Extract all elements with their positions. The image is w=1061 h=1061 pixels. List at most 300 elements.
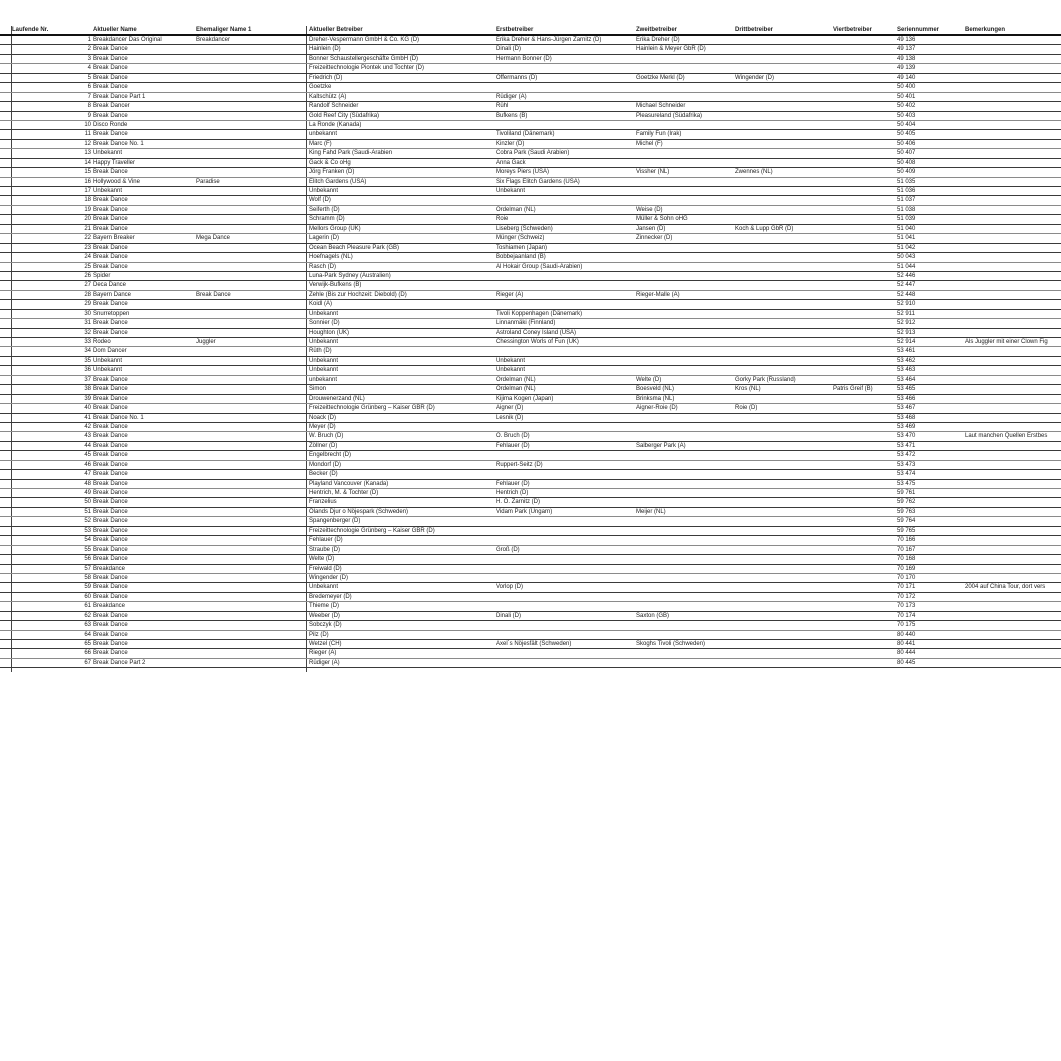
cell-erstbetreiber[interactable]: Groß (D)	[496, 546, 520, 553]
cell-seriennummer[interactable]: 70 175	[897, 622, 916, 629]
cell-laufende-nr[interactable]: 2	[87, 46, 91, 53]
cell-aktueller-name[interactable]: Breakdance	[93, 565, 126, 572]
cell-laufende-nr[interactable]: 63	[84, 622, 91, 629]
cell-laufende-nr[interactable]: 4	[87, 65, 91, 72]
cell-laufende-nr[interactable]: 16	[84, 178, 91, 185]
cell-zweitbetreiber[interactable]: Family Fun (Irak)	[636, 131, 682, 138]
cell-aktueller-betreiber[interactable]: Straube (D)	[309, 546, 341, 553]
cell-erstbetreiber[interactable]: Chessington Worls of Fun (UK)	[496, 339, 579, 345]
cell-seriennummer[interactable]: 52 911	[897, 310, 915, 317]
cell-aktueller-betreiber[interactable]: Dreher-Vespermann GmbH & Co. KG (D)	[309, 37, 420, 43]
cell-seriennummer[interactable]: 51 035	[897, 178, 916, 185]
cell-aktueller-betreiber[interactable]: Marc (F)	[309, 140, 332, 147]
cell-seriennummer[interactable]: 59 762	[897, 499, 916, 506]
table-row[interactable]	[0, 83, 1061, 92]
table-row[interactable]	[0, 55, 1061, 64]
cell-aktueller-betreiber[interactable]: Drouwenerzand (NL)	[309, 395, 365, 402]
cell-laufende-nr[interactable]: 20	[84, 216, 91, 223]
cell-erstbetreiber[interactable]: Rieger (A)	[496, 291, 524, 298]
cell-aktueller-name[interactable]: Break Dance	[93, 423, 128, 430]
table-row[interactable]	[0, 300, 1061, 309]
cell-seriennummer[interactable]: 50 408	[897, 159, 916, 166]
cell-aktueller-betreiber[interactable]: Houghton (UK)	[309, 329, 350, 336]
cell-aktueller-name[interactable]: Break Dance	[93, 131, 128, 138]
cell-laufende-nr[interactable]: 18	[84, 197, 91, 204]
table-row[interactable]	[0, 357, 1061, 366]
cell-aktueller-betreiber[interactable]: Gold Reef City (Südafrika)	[309, 112, 380, 119]
cell-aktueller-betreiber[interactable]: Unbekannt	[309, 584, 339, 591]
cell-aktueller-betreiber[interactable]: Pilz (D)	[309, 631, 329, 638]
cell-seriennummer[interactable]: 53 469	[897, 423, 916, 430]
cell-aktueller-name[interactable]: Deca Dance	[93, 282, 127, 289]
cell-laufende-nr[interactable]: 61	[84, 603, 91, 610]
table-row[interactable]	[0, 64, 1061, 73]
cell-drittbetreiber[interactable]: Wingender (D)	[735, 74, 775, 81]
cell-aktueller-betreiber[interactable]: Engelbrecht (D)	[309, 452, 352, 459]
cell-aktueller-name[interactable]: Break Dance	[93, 622, 128, 629]
cell-erstbetreiber[interactable]: Ordelman (NL)	[496, 376, 536, 383]
cell-aktueller-betreiber[interactable]: Kaltschütz (A)	[309, 93, 347, 100]
cell-aktueller-name[interactable]: Break Dance	[93, 169, 128, 176]
cell-aktueller-name[interactable]: Break Dance	[93, 46, 128, 53]
table-row[interactable]	[0, 640, 1061, 649]
cell-aktueller-betreiber[interactable]: Playland Vancouver (Kanada)	[309, 480, 389, 487]
cell-erstbetreiber[interactable]: Hentrich (D)	[496, 490, 529, 496]
cell-erstbetreiber[interactable]: Hermann Bonner (D)	[496, 55, 552, 62]
cell-seriennummer[interactable]: 50 407	[897, 150, 916, 157]
column-header-zweitbetreiber[interactable]: Zweitbetreiber	[636, 27, 678, 33]
cell-erstbetreiber[interactable]: Bobbejaanland (B)	[496, 254, 546, 261]
column-header-aktueller-name[interactable]: Aktueller Name	[93, 27, 137, 33]
table-row[interactable]	[0, 234, 1061, 243]
cell-seriennummer[interactable]: 50 403	[897, 112, 916, 119]
cell-laufende-nr[interactable]: 30	[84, 310, 91, 317]
cell-seriennummer[interactable]: 51 042	[897, 244, 916, 251]
cell-seriennummer[interactable]: 50 402	[897, 103, 916, 110]
cell-zweitbetreiber[interactable]: Welte (D)	[636, 376, 662, 383]
cell-seriennummer[interactable]: 50 409	[897, 169, 916, 176]
table-row[interactable]	[0, 338, 1061, 347]
cell-aktueller-name[interactable]: Break Dance	[93, 197, 128, 204]
cell-aktueller-name[interactable]: Break Dance	[93, 244, 128, 251]
cell-aktueller-name[interactable]: Break Dance	[93, 386, 128, 393]
cell-aktueller-betreiber[interactable]: Goetzke	[309, 84, 332, 91]
cell-erstbetreiber[interactable]: Roie	[496, 216, 509, 223]
cell-seriennummer[interactable]: 80 440	[897, 631, 916, 638]
cell-erstbetreiber[interactable]: Dinali (D)	[496, 612, 522, 619]
cell-laufende-nr[interactable]: 44	[84, 442, 91, 449]
cell-laufende-nr[interactable]: 7	[87, 93, 91, 100]
cell-aktueller-betreiber[interactable]: Unbekannt	[309, 339, 339, 345]
cell-laufende-nr[interactable]: 34	[84, 348, 91, 355]
cell-aktueller-name[interactable]: Break Dance	[93, 112, 128, 119]
table-row[interactable]	[0, 263, 1061, 272]
cell-aktueller-name[interactable]: Happy Traveller	[93, 159, 136, 166]
cell-laufende-nr[interactable]: 51	[84, 508, 91, 515]
cell-seriennummer[interactable]: 50 400	[897, 84, 916, 91]
cell-zweitbetreiber[interactable]: Hainlein & Meyer GbR (D)	[636, 46, 706, 53]
cell-laufende-nr[interactable]: 62	[84, 612, 91, 619]
cell-laufende-nr[interactable]: 22	[84, 235, 91, 242]
cell-drittbetreiber[interactable]: Kros (NL)	[735, 386, 761, 393]
table-row[interactable]	[0, 45, 1061, 54]
cell-zweitbetreiber[interactable]: Vissher (NL)	[636, 169, 670, 176]
cell-erstbetreiber[interactable]: Ruppert-Seitz (D)	[496, 461, 543, 468]
table-row[interactable]	[0, 385, 1061, 394]
cell-seriennummer[interactable]: 70 172	[897, 593, 916, 600]
cell-aktueller-betreiber[interactable]: Freizeittechnologie Grünberg – Kaiser GBR (D)	[309, 527, 435, 534]
cell-seriennummer[interactable]: 53 470	[897, 433, 916, 440]
table-row[interactable]	[0, 565, 1061, 574]
cell-aktueller-betreiber[interactable]: Welte (D)	[309, 556, 335, 563]
cell-erstbetreiber[interactable]: Liseberg (Schweden)	[496, 225, 553, 232]
cell-laufende-nr[interactable]: 55	[84, 546, 91, 553]
cell-aktueller-betreiber[interactable]: Unbekannt	[309, 367, 339, 374]
cell-seriennummer[interactable]: 53 475	[897, 480, 916, 487]
cell-aktueller-name[interactable]: Snurretoppen	[93, 310, 130, 317]
cell-drittbetreiber[interactable]: Koch & Lupp GbR (D)	[735, 225, 794, 232]
cell-zweitbetreiber[interactable]: Aigner-Roie (D)	[636, 405, 678, 412]
table-row[interactable]	[0, 244, 1061, 253]
cell-laufende-nr[interactable]: 27	[84, 282, 91, 289]
cell-aktueller-name[interactable]: Bayern Dance	[93, 291, 132, 298]
cell-aktueller-name[interactable]: Rodeo	[93, 339, 111, 345]
table-row[interactable]	[0, 206, 1061, 215]
cell-zweitbetreiber[interactable]: Skoghs Tivoli (Schweden)	[636, 641, 706, 647]
table-row[interactable]	[0, 593, 1061, 602]
cell-ehemaliger-name[interactable]: Break Dance	[196, 291, 231, 298]
cell-aktueller-name[interactable]: Break Dance	[93, 546, 128, 553]
cell-laufende-nr[interactable]: 26	[84, 272, 91, 279]
cell-seriennummer[interactable]: 51 036	[897, 188, 916, 194]
cell-laufende-nr[interactable]: 60	[84, 593, 91, 600]
cell-seriennummer[interactable]: 53 474	[897, 471, 916, 478]
cell-aktueller-betreiber[interactable]: unbekannt	[309, 131, 338, 138]
cell-drittbetreiber[interactable]: Gorky Park (Russland)	[735, 376, 796, 383]
cell-aktueller-name[interactable]: Break Dance	[93, 537, 128, 544]
cell-aktueller-betreiber[interactable]: Koidl (A)	[309, 301, 333, 308]
table-row[interactable]	[0, 470, 1061, 479]
column-header-viertbetreiber[interactable]: Viertbetreiber	[833, 27, 872, 33]
cell-seriennummer[interactable]: 70 169	[897, 565, 916, 572]
cell-aktueller-name[interactable]: Break Dance	[93, 471, 128, 478]
cell-erstbetreiber[interactable]: O. Bruch (D)	[496, 433, 530, 440]
cell-laufende-nr[interactable]: 54	[84, 537, 91, 544]
cell-seriennummer[interactable]: 51 039	[897, 216, 916, 223]
cell-aktueller-betreiber[interactable]: Simon	[309, 386, 327, 393]
cell-aktueller-name[interactable]: Unbekannt	[93, 150, 123, 157]
cell-aktueller-name[interactable]: Hollywood & Vine	[93, 178, 140, 185]
table-row[interactable]	[0, 612, 1061, 621]
cell-aktueller-betreiber[interactable]: Luna-Park Sydney (Australien)	[309, 272, 391, 279]
cell-aktueller-betreiber[interactable]: Rüdiger (A)	[309, 659, 340, 666]
cell-aktueller-betreiber[interactable]: Unbekannt	[309, 188, 339, 194]
cell-seriennummer[interactable]: 70 171	[897, 584, 916, 591]
cell-aktueller-betreiber[interactable]: unbekannt	[309, 376, 338, 383]
cell-zweitbetreiber[interactable]: Erika Dreher (D)	[636, 37, 680, 43]
cell-laufende-nr[interactable]: 5	[87, 74, 91, 81]
cell-seriennummer[interactable]: 53 466	[897, 395, 916, 402]
table-row[interactable]	[0, 508, 1061, 517]
cell-laufende-nr[interactable]: 9	[87, 112, 91, 119]
cell-aktueller-name[interactable]: Break Dance	[93, 442, 128, 449]
cell-seriennummer[interactable]: 59 763	[897, 508, 916, 515]
cell-laufende-nr[interactable]: 40	[84, 405, 91, 412]
cell-aktueller-name[interactable]: Breakdancer Das Original	[93, 37, 162, 43]
cell-laufende-nr[interactable]: 28	[84, 291, 91, 298]
cell-ehemaliger-name[interactable]: Mega Dance	[196, 235, 231, 242]
cell-aktueller-name[interactable]: Breakdance	[93, 603, 126, 610]
cell-aktueller-betreiber[interactable]: Lagerin (D)	[309, 235, 340, 242]
table-row[interactable]	[0, 395, 1061, 404]
cell-seriennummer[interactable]: 53 465	[897, 386, 916, 393]
cell-ehemaliger-name[interactable]: Paradise	[196, 178, 220, 185]
table-row[interactable]	[0, 149, 1061, 158]
column-header-bemerkungen[interactable]: Bemerkungen	[965, 27, 1006, 33]
cell-erstbetreiber[interactable]: Ordelman (NL)	[496, 386, 536, 393]
cell-aktueller-name[interactable]: Break Dance	[93, 593, 128, 600]
cell-aktueller-name[interactable]: Break Dance	[93, 301, 128, 308]
cell-laufende-nr[interactable]: 37	[84, 376, 91, 383]
cell-laufende-nr[interactable]: 24	[84, 254, 91, 261]
cell-erstbetreiber[interactable]: Ordelman (NL)	[496, 206, 536, 213]
cell-aktueller-name[interactable]: Dom Dancer	[93, 348, 127, 355]
cell-aktueller-betreiber[interactable]: Mondorf (D)	[309, 461, 342, 468]
cell-seriennummer[interactable]: 51 037	[897, 197, 916, 204]
cell-erstbetreiber[interactable]: Unbekannt	[496, 188, 526, 194]
table-row[interactable]	[0, 215, 1061, 224]
cell-aktueller-betreiber[interactable]: Randolf Schneider	[309, 103, 359, 110]
cell-aktueller-name[interactable]: Break Dance	[93, 320, 128, 327]
cell-aktueller-betreiber[interactable]: Fehlauer (D)	[309, 537, 343, 544]
cell-aktueller-betreiber[interactable]: Freiwald (D)	[309, 565, 342, 572]
cell-seriennummer[interactable]: 59 765	[897, 527, 916, 534]
cell-drittbetreiber[interactable]: Roie (D)	[735, 405, 758, 412]
cell-seriennummer[interactable]: 50 406	[897, 140, 916, 147]
table-row[interactable]	[0, 602, 1061, 611]
table-row[interactable]	[0, 517, 1061, 526]
cell-erstbetreiber[interactable]: Anna Gack	[496, 159, 526, 166]
cell-laufende-nr[interactable]: 29	[84, 301, 91, 308]
table-row[interactable]	[0, 329, 1061, 338]
table-row[interactable]	[0, 225, 1061, 234]
table-row[interactable]	[0, 159, 1061, 168]
cell-aktueller-name[interactable]: Break Dance	[93, 74, 128, 81]
cell-aktueller-name[interactable]: Bayern Breaker	[93, 235, 135, 242]
table-row[interactable]	[0, 310, 1061, 319]
table-row[interactable]	[0, 281, 1061, 290]
cell-zweitbetreiber[interactable]: Michael Schneider	[636, 103, 686, 110]
table-row[interactable]	[0, 451, 1061, 460]
cell-aktueller-betreiber[interactable]: Bredemeyer (D)	[309, 593, 352, 600]
cell-aktueller-name[interactable]: Break Dancer	[93, 103, 130, 110]
cell-aktueller-name[interactable]: Break Dance	[93, 206, 128, 213]
table-row[interactable]	[0, 574, 1061, 583]
cell-erstbetreiber[interactable]: Kinzler (D)	[496, 140, 525, 147]
cell-aktueller-name[interactable]: Break Dance	[93, 641, 128, 647]
cell-laufende-nr[interactable]: 25	[84, 263, 91, 270]
cell-laufende-nr[interactable]: 57	[84, 565, 91, 572]
cell-aktueller-name[interactable]: Break Dance	[93, 405, 128, 412]
table-row[interactable]	[0, 196, 1061, 205]
cell-aktueller-betreiber[interactable]: Unbekannt	[309, 357, 339, 364]
cell-seriennummer[interactable]: 51 041	[897, 235, 916, 242]
cell-seriennummer[interactable]: 52 448	[897, 291, 916, 298]
cell-seriennummer[interactable]: 53 461	[897, 348, 916, 355]
cell-laufende-nr[interactable]: 39	[84, 395, 91, 402]
cell-laufende-nr[interactable]: 49	[84, 490, 91, 496]
cell-aktueller-betreiber[interactable]: W. Bruch (D)	[309, 433, 344, 440]
cell-seriennummer[interactable]: 49 138	[897, 55, 916, 62]
cell-erstbetreiber[interactable]: Fehlauer (D)	[496, 442, 530, 449]
cell-laufende-nr[interactable]: 35	[84, 357, 91, 364]
table-row[interactable]	[0, 112, 1061, 121]
cell-seriennummer[interactable]: 50 043	[897, 254, 916, 261]
cell-zweitbetreiber[interactable]: Boesveld (NL)	[636, 386, 675, 393]
cell-zweitbetreiber[interactable]: Saxton (GB)	[636, 612, 670, 619]
cell-aktueller-betreiber[interactable]: Hainlein (D)	[309, 46, 341, 53]
cell-seriennummer[interactable]: 50 405	[897, 131, 916, 138]
cell-erstbetreiber[interactable]: Axel´s Nöjesfält (Schweden)	[496, 641, 572, 647]
cell-aktueller-betreiber[interactable]: Bonner Schaustellergeschäfte GmbH (D)	[309, 55, 419, 62]
cell-erstbetreiber[interactable]: Moreys Piers (USA)	[496, 169, 550, 176]
cell-aktueller-betreiber[interactable]: Ocean Beach Pleasure Park (GB)	[309, 244, 400, 251]
cell-laufende-nr[interactable]: 33	[84, 339, 91, 345]
cell-seriennummer[interactable]: 70 166	[897, 537, 916, 544]
cell-seriennummer[interactable]: 49 139	[897, 65, 916, 72]
cell-zweitbetreiber[interactable]: Zinnecker (D)	[636, 235, 673, 242]
cell-ehemaliger-name[interactable]: Juggler	[196, 339, 216, 345]
cell-aktueller-name[interactable]: Break Dance	[93, 65, 128, 72]
cell-seriennummer[interactable]: 50 404	[897, 121, 916, 128]
table-row[interactable]	[0, 291, 1061, 300]
cell-laufende-nr[interactable]: 42	[84, 423, 91, 430]
cell-aktueller-betreiber[interactable]: Friedrich (D)	[309, 74, 343, 81]
table-row[interactable]	[0, 121, 1061, 130]
table-row[interactable]	[0, 423, 1061, 432]
cell-erstbetreiber[interactable]: Toshiamen (Japan)	[496, 244, 548, 251]
cell-aktueller-betreiber[interactable]: Jörg Franken (D)	[309, 169, 355, 176]
cell-aktueller-betreiber[interactable]: Ölands Djur o Nöjespark (Schweden)	[309, 508, 409, 515]
cell-aktueller-name[interactable]: Break Dance	[93, 329, 128, 336]
cell-aktueller-betreiber[interactable]: Wingender (D)	[309, 574, 349, 581]
cell-erstbetreiber[interactable]: Astroland Coney Island (USA)	[496, 329, 577, 336]
cell-aktueller-name[interactable]: Break Dance No. 1	[93, 414, 144, 421]
table-row[interactable]	[0, 442, 1061, 451]
cell-erstbetreiber[interactable]: Cobra Park (Saudi Arabien)	[496, 150, 570, 157]
cell-erstbetreiber[interactable]: Bufkens (B)	[496, 112, 528, 119]
cell-aktueller-betreiber[interactable]: Zehle (Bis zur Hochzeit: Diebold) (D)	[309, 291, 407, 298]
cell-erstbetreiber[interactable]: Al Hokair Group (Saudi-Arabien)	[496, 263, 583, 270]
cell-aktueller-name[interactable]: Break Dance	[93, 84, 128, 91]
cell-laufende-nr[interactable]: 58	[84, 574, 91, 581]
table-row[interactable]	[0, 187, 1061, 196]
cell-aktueller-name[interactable]: Disco Ronde	[93, 121, 128, 128]
column-header-drittbetreiber[interactable]: Drittbetreiber	[735, 27, 774, 33]
cell-seriennummer[interactable]: 52 912	[897, 320, 916, 327]
cell-aktueller-name[interactable]: Break Dance Part 1	[93, 93, 146, 100]
cell-aktueller-betreiber[interactable]: Sonnier (D)	[309, 320, 340, 327]
cell-zweitbetreiber[interactable]: Salberger Park (A)	[636, 442, 686, 449]
cell-seriennummer[interactable]: 49 136	[897, 37, 916, 43]
cell-seriennummer[interactable]: 52 914	[897, 339, 916, 345]
cell-seriennummer[interactable]: 52 913	[897, 329, 916, 336]
table-row[interactable]	[0, 480, 1061, 489]
cell-aktueller-betreiber[interactable]: Spangenberger (D)	[309, 518, 361, 525]
cell-bemerkungen[interactable]: 2004 auf China Tour, dort vers	[965, 584, 1046, 591]
table-row[interactable]	[0, 546, 1061, 555]
cell-aktueller-name[interactable]: Unbekannt	[93, 357, 123, 364]
cell-laufende-nr[interactable]: 13	[84, 150, 91, 157]
cell-seriennummer[interactable]: 70 174	[897, 612, 916, 619]
table-row[interactable]	[0, 631, 1061, 640]
cell-zweitbetreiber[interactable]: Jansen (D)	[636, 225, 666, 232]
cell-laufende-nr[interactable]: 53	[84, 527, 91, 534]
cell-seriennummer[interactable]: 53 463	[897, 367, 916, 374]
cell-aktueller-betreiber[interactable]: La Ronde (Kanada)	[309, 121, 362, 128]
cell-seriennummer[interactable]: 51 038	[897, 206, 916, 213]
cell-erstbetreiber[interactable]: Fehlauer (D)	[496, 480, 530, 487]
cell-aktueller-name[interactable]: Break Dance	[93, 225, 128, 232]
cell-aktueller-betreiber[interactable]: Schramm (D)	[309, 216, 345, 223]
cell-aktueller-betreiber[interactable]: Rüth (D)	[309, 348, 332, 355]
table-row[interactable]	[0, 319, 1061, 328]
cell-seriennummer[interactable]: 52 910	[897, 301, 916, 308]
table-row[interactable]	[0, 489, 1061, 498]
cell-zweitbetreiber[interactable]: Rieger-Malle (A)	[636, 291, 680, 298]
cell-laufende-nr[interactable]: 32	[84, 329, 91, 336]
cell-seriennummer[interactable]: 53 462	[897, 357, 916, 364]
cell-seriennummer[interactable]: 59 761	[897, 490, 916, 496]
cell-aktueller-betreiber[interactable]: Wolf (D)	[309, 197, 331, 204]
cell-laufende-nr[interactable]: 52	[84, 518, 91, 525]
table-row[interactable]	[0, 168, 1061, 177]
cell-erstbetreiber[interactable]: Rühl	[496, 103, 509, 110]
table-row[interactable]	[0, 583, 1061, 592]
cell-seriennummer[interactable]: 70 168	[897, 556, 916, 563]
cell-laufende-nr[interactable]: 19	[84, 206, 91, 213]
cell-laufende-nr[interactable]: 6	[87, 84, 91, 91]
cell-laufende-nr[interactable]: 36	[84, 367, 91, 374]
cell-seriennummer[interactable]: 51 040	[897, 225, 916, 232]
table-row[interactable]	[0, 130, 1061, 139]
cell-seriennummer[interactable]: 49 137	[897, 46, 916, 53]
cell-aktueller-name[interactable]: Break Dance Part 2	[93, 659, 146, 666]
cell-laufende-nr[interactable]: 17	[84, 188, 91, 194]
cell-aktueller-name[interactable]: Break Dance	[93, 650, 128, 657]
cell-seriennummer[interactable]: 80 445	[897, 659, 916, 666]
cell-laufende-nr[interactable]: 10	[84, 121, 91, 128]
cell-laufende-nr[interactable]: 8	[87, 103, 91, 110]
cell-aktueller-name[interactable]: Break Dance	[93, 631, 128, 638]
cell-aktueller-name[interactable]: Break Dance	[93, 376, 128, 383]
cell-laufende-nr[interactable]: 66	[84, 650, 91, 657]
column-header-seriennummer[interactable]: Seriennummer	[897, 27, 940, 33]
cell-laufende-nr[interactable]: 23	[84, 244, 91, 251]
cell-aktueller-betreiber[interactable]: Elitch Gardens (USA)	[309, 178, 367, 185]
cell-erstbetreiber[interactable]: Dinali (D)	[496, 46, 522, 53]
cell-laufende-nr[interactable]: 21	[84, 225, 91, 232]
cell-laufende-nr[interactable]: 67	[84, 659, 91, 666]
cell-aktueller-name[interactable]: Break Dance No. 1	[93, 140, 144, 147]
cell-aktueller-betreiber[interactable]: Thieme (D)	[309, 603, 340, 610]
cell-drittbetreiber[interactable]: Zwennes (NL)	[735, 169, 773, 176]
cell-laufende-nr[interactable]: 50	[84, 499, 91, 506]
cell-aktueller-betreiber[interactable]: Sobczyk (D)	[309, 622, 342, 629]
cell-laufende-nr[interactable]: 65	[84, 641, 91, 647]
table-row[interactable]	[0, 498, 1061, 507]
cell-zweitbetreiber[interactable]: Müller & Sohn oHG	[636, 216, 688, 223]
